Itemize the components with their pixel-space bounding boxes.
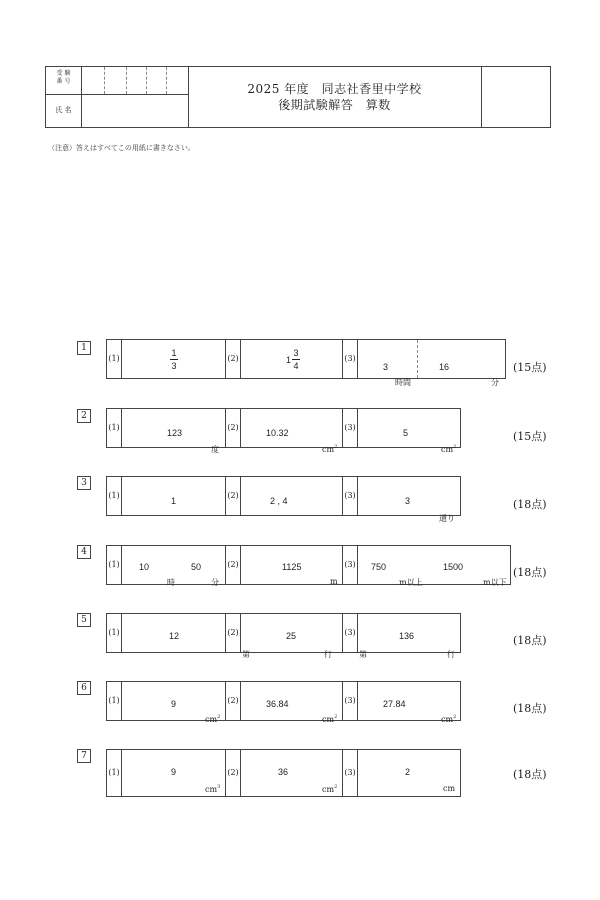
answer-value: 12 [169,631,180,641]
sub-label: (3) [343,682,358,720]
question-number: 5 [77,613,91,627]
title-line-1: 2025 年度 同志社香里中学校 [247,82,422,96]
question-number: 6 [77,681,91,695]
answer-cell [343,409,460,454]
answer-value: 36 [278,767,289,777]
answer-value: 9 [171,767,177,777]
header-left [46,67,189,127]
sub-label: (2) [226,750,241,796]
answer-cell [107,750,225,796]
sub-label: (1) [107,340,122,378]
points-label: (15点) [513,361,547,374]
question-number: 7 [77,749,91,763]
question-number: 1 [77,341,91,355]
digit-divider [104,67,105,94]
sub-label: (3) [343,546,358,584]
answer-box-q3 [106,476,461,523]
sub-label: (1) [107,546,122,584]
answer-mixed-number [286,348,300,371]
answer-box-q6 [106,681,461,724]
answer-unit: $cm^2$ [441,714,457,724]
answer-value: 3 [383,362,389,372]
answer-cell [107,477,225,515]
question-number: 2 [77,409,91,423]
answer-value: 2 , 4 [270,496,288,506]
sub-label: (3) [343,340,358,378]
sub-label: (3) [343,750,358,796]
answer-unit: 行 [324,650,332,659]
answer-unit: 分 [491,378,499,387]
answer-cell [226,477,342,515]
points-label: (18点) [513,768,547,781]
answer-cell [226,409,342,454]
answer-value: 10 [139,562,150,572]
answer-unit: $cm^2$ [322,444,338,454]
sub-label: (1) [107,614,122,652]
answer-cell [226,682,342,724]
sub-label: (2) [226,614,241,652]
numerator: 3 [293,348,299,358]
sub-label: (1) [107,477,122,515]
whole: 1 [286,354,292,365]
answer-unit: 時間 [395,378,411,387]
score-box [481,67,551,127]
answer-unit: $cm^2$ [322,714,338,724]
answer-value: 10.32 [266,428,289,438]
answer-unit: m以下 [483,578,507,587]
answer-unit: m [330,577,338,586]
answer-unit: 行 [447,650,455,659]
exam-number-row [46,67,188,95]
answer-value: 16 [439,362,450,372]
answer-unit: 分 [211,578,219,587]
answer-cell [107,340,225,378]
question-number: 4 [77,545,91,559]
answer-box-q4 [106,545,511,585]
denominator: 3 [171,361,177,371]
question-number: 3 [77,476,91,490]
numerator: 1 [171,348,177,358]
answer-box-q2 [106,408,461,454]
answer-unit: $cm^2$ [441,444,457,454]
sub-label: (2) [226,477,241,515]
answer-value: 1125 [282,562,302,572]
answer-value: 3 [405,496,411,506]
sub-label: (1) [107,682,122,720]
answer-unit: 時 [167,578,175,587]
sub-label: (2) [226,409,241,447]
answer-cell [343,477,460,523]
title-line-2: 後期試験解答 算数 [278,98,391,112]
answer-cell [343,682,460,724]
sub-label: (2) [226,340,241,378]
answer-fraction [170,348,178,371]
sub-label: (2) [226,682,241,720]
answer-box-q7 [106,749,461,797]
points-label: (18点) [513,702,547,715]
answer-unit: cm [443,784,456,793]
answer-cell [107,682,225,724]
sub-label: (1) [107,750,122,796]
answer-value: 36.84 [266,699,289,709]
answer-cell [343,750,460,796]
name-label: 氏 名 [46,95,82,127]
points-label: (18点) [513,634,547,647]
answer-cell [107,546,225,587]
answer-cell [226,340,342,378]
points-label: (18点) [513,566,547,579]
answer-value: 25 [286,631,297,641]
points-label: (18点) [513,498,547,511]
answer-cell [226,750,342,796]
answer-cell [226,614,342,659]
answer-value: 2 [405,767,411,777]
sub-label: (3) [343,409,358,447]
answer-cell [107,409,225,454]
answer-cell [107,614,225,652]
answer-cell [343,546,510,587]
digit-divider [126,67,127,94]
digit-divider [146,67,147,94]
exam-number-label: 受 験 番 号 [46,67,82,94]
divider [417,340,418,378]
answer-cell [343,340,505,387]
answer-prefix: 第 [242,650,250,659]
answer-value: 1500 [443,562,464,572]
answer-value: 123 [167,428,183,438]
digit-divider [166,67,167,94]
answer-unit: $cm^3$ [205,784,221,794]
answer-value: 750 [371,562,387,572]
denominator: 4 [293,361,299,371]
sub-label: (3) [343,614,358,652]
page-title [188,67,481,127]
answer-cell [343,614,460,659]
answer-cell [226,546,342,584]
answer-box-q1 [106,339,506,387]
sub-label: (2) [226,546,241,584]
answer-value: 1 [171,496,177,506]
answer-value: 27.84 [383,699,406,709]
answer-value: 9 [171,699,177,709]
answer-unit: 通り [439,514,455,523]
answer-prefix: 第 [359,650,367,659]
header-table [45,66,551,128]
answer-value: 5 [403,428,409,438]
answer-unit: 度 [211,445,219,454]
points-label: (15点) [513,430,547,443]
answer-unit: m以上 [399,578,423,587]
sub-label: (1) [107,409,122,447]
sub-label: (3) [343,477,358,515]
answer-box-q5 [106,613,461,659]
answer-value: 50 [191,562,202,572]
answer-unit: $cm^2$ [322,784,338,794]
answer-unit: $cm^2$ [205,714,221,724]
answer-value: 136 [399,631,415,641]
instruction-note: （注意）答えはすべてこの用紙に書きなさい。 [48,144,195,152]
